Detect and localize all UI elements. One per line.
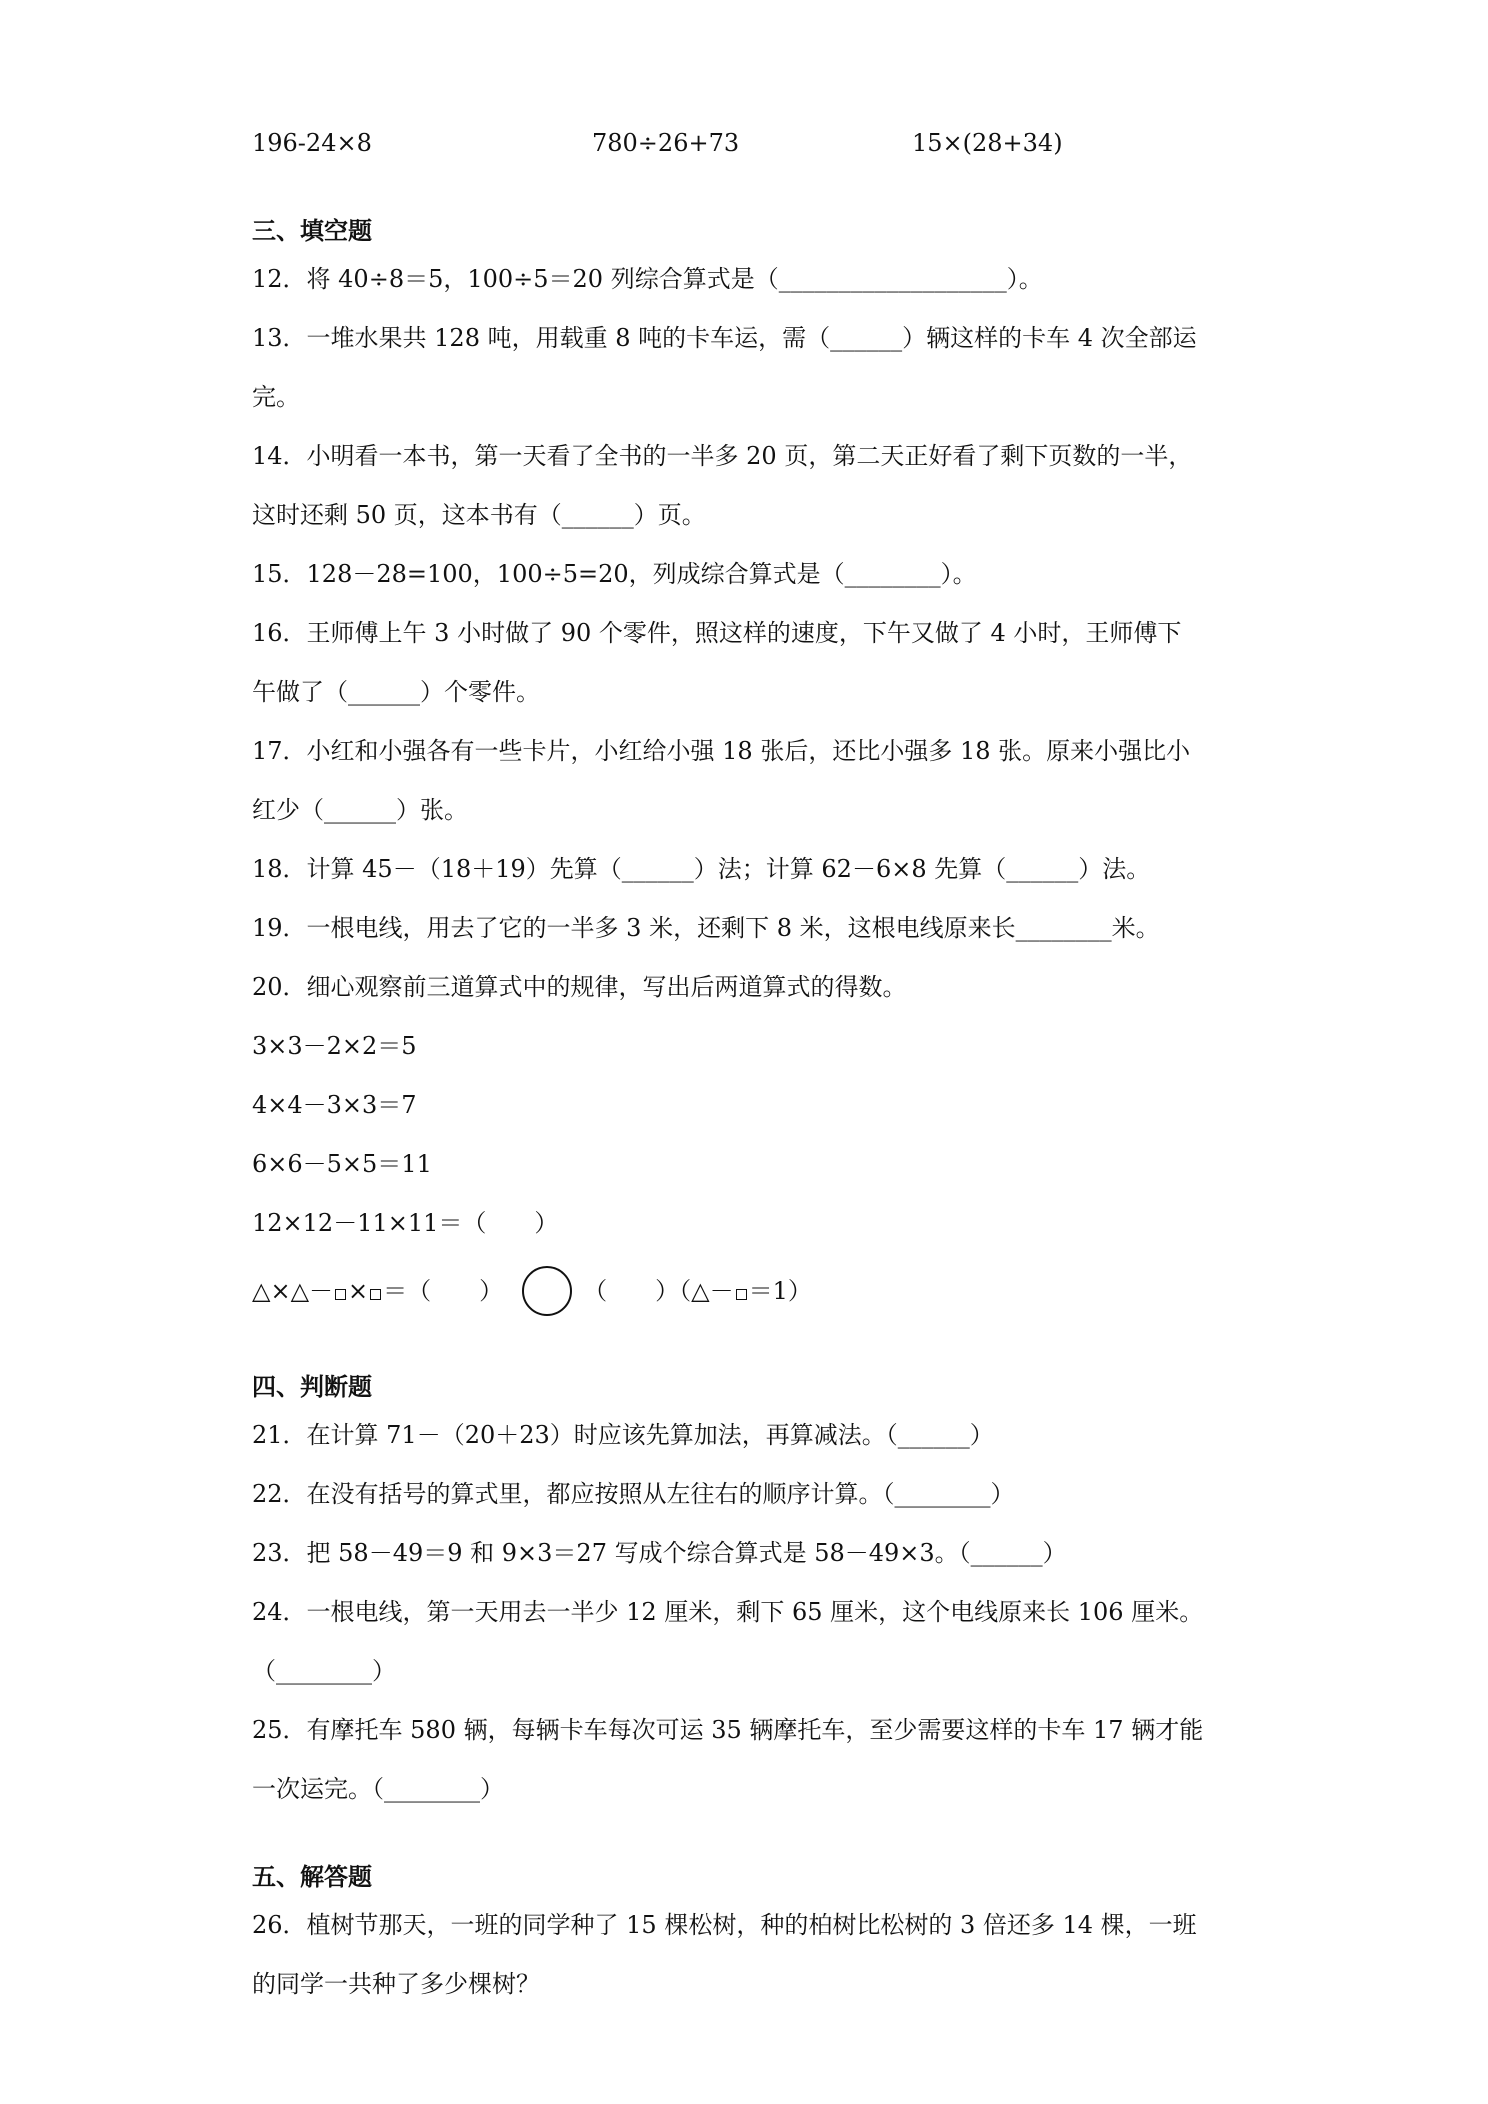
question-13-line2: 完。 — [252, 383, 300, 411]
section-heading-answer: 五、解答题 — [252, 1863, 372, 1891]
question-17-line2: 红少（______）张。 — [252, 796, 468, 824]
expression-3: 15×(28+34) — [912, 129, 1063, 157]
section-heading-judgement: 四、判断题 — [252, 1373, 372, 1401]
square-symbol — [335, 1289, 346, 1300]
question-13-line1: 13．一堆水果共 128 吨，用载重 8 吨的卡车运，需（______）辆这样的卡车 4 次全部运 — [252, 324, 1197, 352]
question-26-line1: 26．植树节那天，一班的同学种了 15 棵松树，种的柏树比松树的 3 倍还多 14 棵，一班 — [252, 1911, 1197, 1939]
question-18: 18．计算 45－（18＋19）先算（______）法；计算 62－6×8 先算（______）法。 — [252, 855, 1151, 883]
question-14-line1: 14．小明看一本书，第一天看了全书的一半多 20 页，第二天正好看了剩下页数的一半， — [252, 442, 1193, 470]
pattern-line-1: 3×3－2×2＝5 — [252, 1032, 417, 1060]
pattern-line-2: 4×4－3×3＝7 — [252, 1091, 417, 1119]
question-25-line1: 25．有摩托车 580 辆，每辆卡车每次可运 35 辆摩托车，至少需要这样的卡车 17 辆才能 — [252, 1716, 1204, 1744]
pattern-5-part-a: △×△－ — [252, 1277, 334, 1305]
question-24-line2: （________） — [252, 1657, 396, 1685]
pattern-5-part-b: × — [348, 1277, 369, 1305]
question-20: 20．细心观察前三道算式中的规律，写出后两道算式的得数。 — [252, 973, 907, 1001]
expression-1: 196-24×8 — [252, 129, 372, 157]
question-16-line2: 午做了（______）个零件。 — [252, 678, 540, 706]
question-25-line2: 一次运完。（________） — [252, 1775, 504, 1803]
question-16-line1: 16．王师傅上午 3 小时做了 90 个零件，照这样的速度，下午又做了 4 小时，王师傅下 — [252, 619, 1182, 647]
question-24-line1: 24．一根电线，第一天用去一半少 12 厘米，剩下 65 厘米，这个电线原来长 106 厘米。 — [252, 1598, 1204, 1626]
question-26-line2: 的同学一共种了多少棵树？ — [252, 1970, 540, 1998]
square-symbol — [736, 1289, 747, 1300]
pattern-5-part-d: （ ）（△－ — [583, 1277, 734, 1305]
pattern-5-part-e: ＝1） — [748, 1277, 812, 1305]
question-21: 21．在计算 71－（20＋23）时应该先算加法，再算减法。（______） — [252, 1421, 994, 1449]
question-22: 22．在没有括号的算式里，都应按照从左往右的顺序计算。（________） — [252, 1480, 1015, 1508]
expression-2: 780÷26+73 — [592, 129, 740, 157]
pattern-5-part-c: ＝（ ） — [383, 1277, 504, 1305]
pattern-line-3: 6×6－5×5＝11 — [252, 1150, 432, 1178]
section-heading-fill-blank: 三、填空题 — [252, 217, 372, 245]
question-14-line2: 这时还剩 50 页，这本书有（______）页。 — [252, 501, 706, 529]
question-19: 19．一根电线，用去了它的一半多 3 米，还剩下 8 米，这根电线原来长________米。 — [252, 914, 1160, 942]
question-12: 12．将 40÷8＝5，100÷5＝20 列综合算式是（___________________）。 — [252, 265, 1043, 293]
question-15: 15．128－28=100，100÷5=20，列成综合算式是（________）。 — [252, 560, 977, 588]
circle-blank — [522, 1266, 572, 1316]
question-17-line1: 17．小红和小强各有一些卡片，小红给小强 18 张后，还比小强多 18 张。原来小强比小 — [252, 737, 1191, 765]
pattern-line-4: 12×12－11×11＝（ ） — [252, 1209, 559, 1237]
question-23: 23．把 58－49＝9 和 9×3＝27 写成个综合算式是 58－49×3。（______） — [252, 1539, 1067, 1567]
square-symbol — [370, 1289, 381, 1300]
